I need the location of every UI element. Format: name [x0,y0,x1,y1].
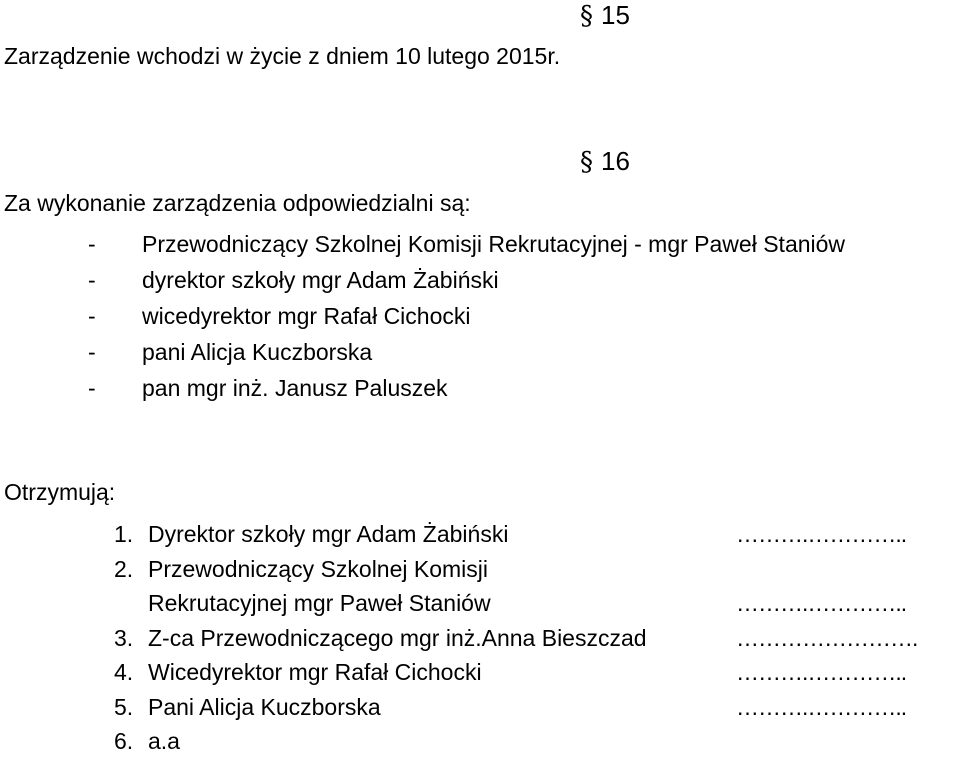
signature-dots: ……….………….. [736,693,907,720]
signature-dots: ……………………. [736,624,918,651]
recipient-name: Pani Alicja Kuczborska [148,693,381,720]
signature-dots: ……….………….. [736,659,907,685]
recipient-name: Wicedyrektor mgr Rafał Cichocki [148,659,482,685]
signature-dots: ……….………….. [736,521,907,547]
list-number: 5. [114,693,134,720]
section-symbol: § [580,147,593,177]
effective-date-paragraph: Zarządzenie wchodzi w życie z dniem 10 lutego 2015r. [4,43,561,69]
recipient-name: Rekrutacyjnej mgr Paweł Staniów [148,590,491,616]
recipient-name: a.a [148,728,180,754]
list-number: 3. [114,624,134,651]
recipients-heading: Otrzymują: [4,479,116,505]
responsible-heading: Za wykonanie zarządzenia odpowiedzialni są: [4,190,471,216]
list-number: 6. [114,728,134,754]
list-item-text: Przewodniczący Szkolnej Komisji Rekrutacyjnej - mgr Paweł Staniów [142,231,846,257]
recipient-name: Z-ca Przewodniczącego mgr inż.Anna Bieszczad [148,624,647,651]
recipient-name: Dyrektor szkoły mgr Adam Żabiński [148,521,509,547]
signature-dots: ……….………….. [736,590,907,616]
section-16-heading [580,146,630,177]
list-item-text: wicedyrektor mgr Rafał Cichocki [142,303,471,329]
section-symbol: § [580,1,593,31]
list-number: 1. [114,521,134,547]
list-dash: - [88,231,96,257]
recipient-name: Przewodniczący Szkolnej Komisji [148,555,489,582]
list-item-text: pani Alicja Kuczborska [142,339,373,365]
section-15-heading [580,0,630,31]
list-dash: - [88,267,96,293]
list-dash: - [88,303,96,329]
list-dash: - [88,375,96,401]
section-number: 15 [601,0,630,30]
list-item-text: dyrektor szkoły mgr Adam Żabiński [142,267,499,293]
list-dash: - [88,339,96,365]
list-number: 4. [114,659,134,685]
list-item-text: pan mgr inż. Janusz Paluszek [142,375,448,401]
list-number: 2. [114,555,134,582]
section-number: 16 [601,146,630,176]
